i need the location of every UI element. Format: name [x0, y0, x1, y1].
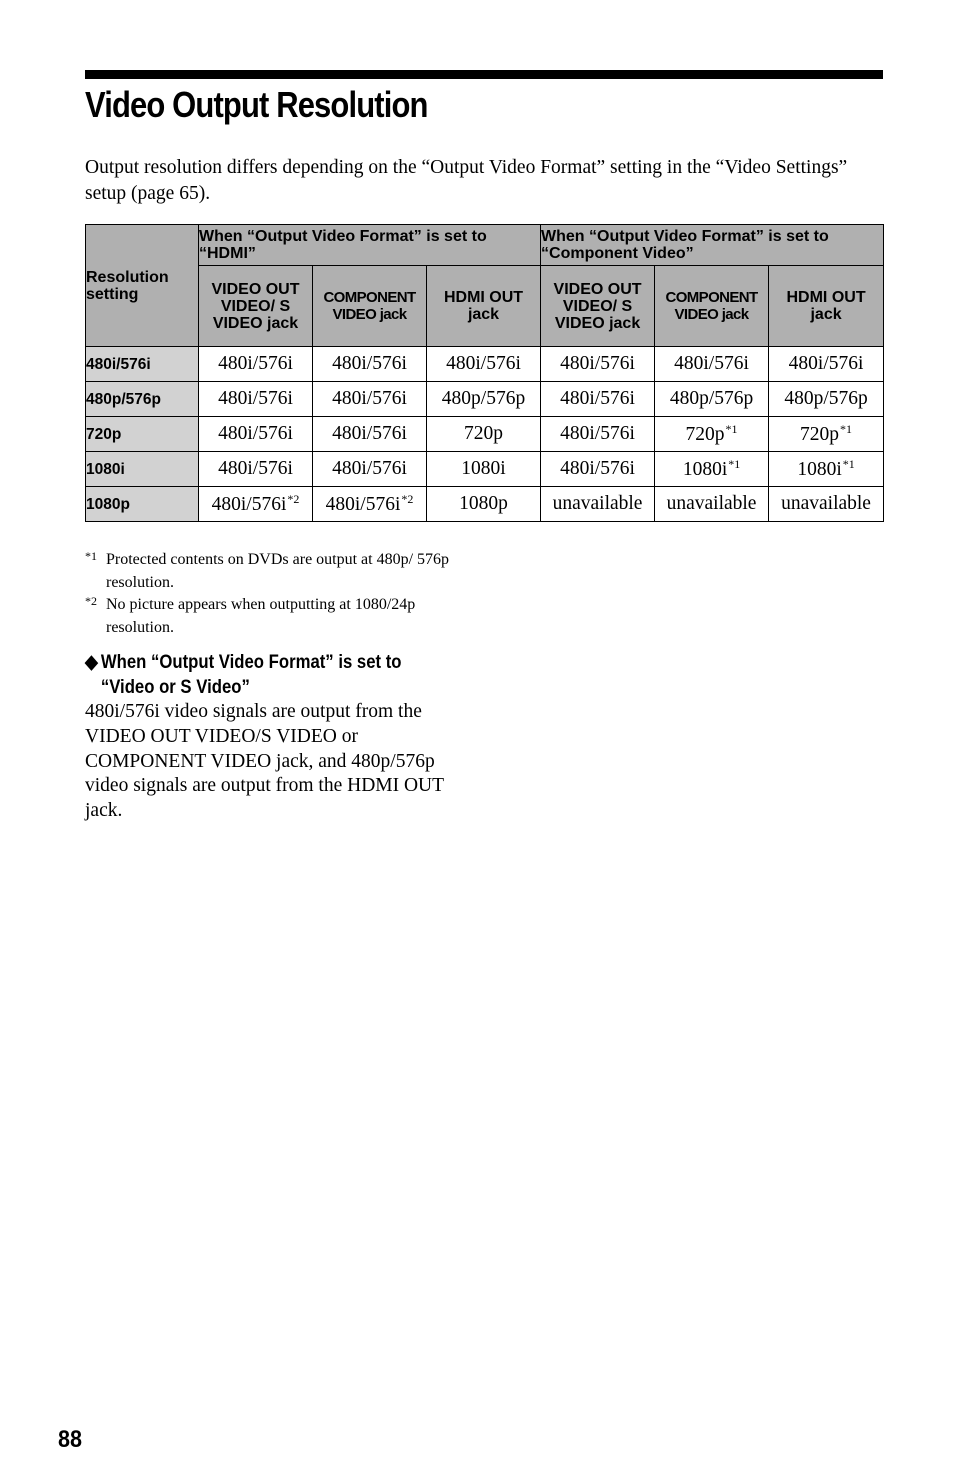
table-cell	[655, 382, 769, 417]
table-cell	[199, 487, 313, 522]
row-setting-label: 1080i	[86, 452, 199, 487]
table-cell	[655, 417, 769, 452]
intro-paragraph: Output resolution differs depending on the “Output Video Format” setting in the “Video Settings” setup (page 65).	[85, 157, 848, 204]
cell-value: 1080p	[459, 493, 508, 514]
column-header: HDMI OUT jack	[769, 266, 884, 347]
cell-value: 480i/576i	[218, 388, 293, 409]
cell-value: 480p/576p	[784, 388, 868, 409]
table-cell	[655, 347, 769, 382]
cell-value: 480i/576i	[560, 353, 635, 374]
cell-value: 480i/576i	[560, 388, 635, 409]
table-row	[86, 487, 884, 522]
table-cell	[769, 417, 884, 452]
table-cell	[199, 452, 313, 487]
table-cell	[769, 382, 884, 417]
cell-value: 480i/576i	[325, 494, 401, 515]
column-header: COMPONENT VIDEO jack	[313, 266, 427, 347]
table-cell	[541, 382, 655, 417]
subsection-heading-line1: When “Output Video Format” is set to	[100, 652, 402, 673]
table-body	[86, 347, 884, 522]
table-cell	[313, 452, 427, 487]
row-setting-label: 720p	[86, 417, 199, 452]
hdmi-group-header: When “Output Video Format” is set to “HDMI”	[199, 225, 541, 266]
cell-value: 480i/576i	[332, 423, 407, 444]
cell-value: 480i/576i	[211, 494, 287, 515]
cell-value: unavailable	[666, 493, 757, 514]
page-number: 88	[58, 1426, 83, 1453]
cell-value: 720p	[800, 424, 840, 445]
cell-value: 480i/576i	[332, 353, 407, 374]
column-header: VIDEO OUT VIDEO/ S VIDEO jack	[199, 266, 313, 347]
table-cell	[199, 347, 313, 382]
footnote-reference: *1	[842, 457, 855, 471]
table-row	[86, 382, 884, 417]
footnote	[85, 549, 485, 594]
title-rule	[85, 70, 883, 79]
cell-value: 1080i	[461, 458, 506, 479]
footnote-reference: *2	[287, 492, 300, 506]
table-cell	[541, 417, 655, 452]
cell-value: 480i/576i	[560, 423, 635, 444]
cell-value: 480p/576p	[441, 388, 526, 409]
row-setting-label: 480i/576i	[86, 347, 199, 382]
subsection-heading-line2: “Video or S Video”	[100, 677, 250, 698]
resolution-setting-header: Resolution setting	[86, 225, 199, 347]
cell-value: 480i/576i	[674, 353, 749, 374]
table-row	[86, 417, 884, 452]
column-header: HDMI OUT jack	[427, 266, 541, 347]
footnote-reference: *1	[725, 422, 738, 436]
footnote-text: No picture appears when outputting at 1080/24p resolution.	[106, 596, 416, 636]
table-cell	[427, 382, 541, 417]
cell-value: 480i/576i	[332, 458, 407, 479]
table-cell	[769, 347, 884, 382]
table-cell	[427, 417, 541, 452]
cell-value: 480i/576i	[332, 388, 407, 409]
cell-value: 480i/576i	[218, 423, 293, 444]
footnote-reference: *1	[728, 457, 741, 471]
table-cell	[313, 347, 427, 382]
cell-value: 1080i	[797, 459, 842, 480]
page-title: Video Output Resolution	[85, 84, 428, 125]
row-setting-label: 1080p	[86, 487, 199, 522]
table-cell	[313, 382, 427, 417]
footnote	[85, 594, 485, 639]
table-cell	[541, 347, 655, 382]
cell-value: 480i/576i	[218, 353, 293, 374]
table-cell	[769, 452, 884, 487]
footnote-mark: *2	[85, 594, 97, 608]
cell-value: 480i/576i	[446, 353, 521, 374]
resolution-table	[85, 224, 884, 522]
table-cell	[199, 382, 313, 417]
column-header: VIDEO OUT VIDEO/ S VIDEO jack	[541, 266, 655, 347]
cell-value: unavailable	[781, 493, 871, 514]
footnote-mark: *1	[85, 549, 97, 563]
diamond-bullet-icon: ◆	[85, 652, 98, 673]
table-cell	[769, 487, 884, 522]
table-cell	[655, 487, 769, 522]
subsection-heading	[85, 650, 437, 700]
table-cell	[427, 487, 541, 522]
table-cell	[427, 347, 541, 382]
cell-value: 480i/576i	[218, 458, 293, 479]
cell-value: unavailable	[552, 493, 643, 514]
footnote-reference: *1	[840, 422, 853, 436]
footnote-text: Protected contents on DVDs are output at 480p/ 576p resolution.	[106, 551, 450, 591]
row-setting-label: 480p/576p	[86, 382, 199, 417]
table-cell	[313, 417, 427, 452]
footnotes	[85, 549, 485, 639]
table-cell	[427, 452, 541, 487]
table-cell	[199, 417, 313, 452]
subsection-body: 480i/576i video signals are output from the VIDEO OUT VIDEO/S VIDEO or COMPONENT VIDEO jack, and 480p/576p video signals are output from the HDMI OUT jack.	[85, 701, 444, 822]
cell-value: 480p/576p	[669, 388, 754, 409]
cell-value: 720p	[464, 423, 504, 444]
table-cell	[541, 452, 655, 487]
table-row	[86, 452, 884, 487]
cell-value: 1080i	[682, 459, 728, 480]
component-group-header: When “Output Video Format” is set to “Component Video”	[541, 225, 884, 266]
cell-value: 480i/576i	[788, 353, 864, 374]
table-cell	[313, 487, 427, 522]
footnote-reference: *2	[401, 492, 414, 506]
cell-value: 720p	[685, 424, 725, 445]
column-header: COMPONENT VIDEO jack	[655, 266, 769, 347]
table-row	[86, 347, 884, 382]
table-cell	[655, 452, 769, 487]
cell-value: 480i/576i	[560, 458, 635, 479]
table-cell	[541, 487, 655, 522]
